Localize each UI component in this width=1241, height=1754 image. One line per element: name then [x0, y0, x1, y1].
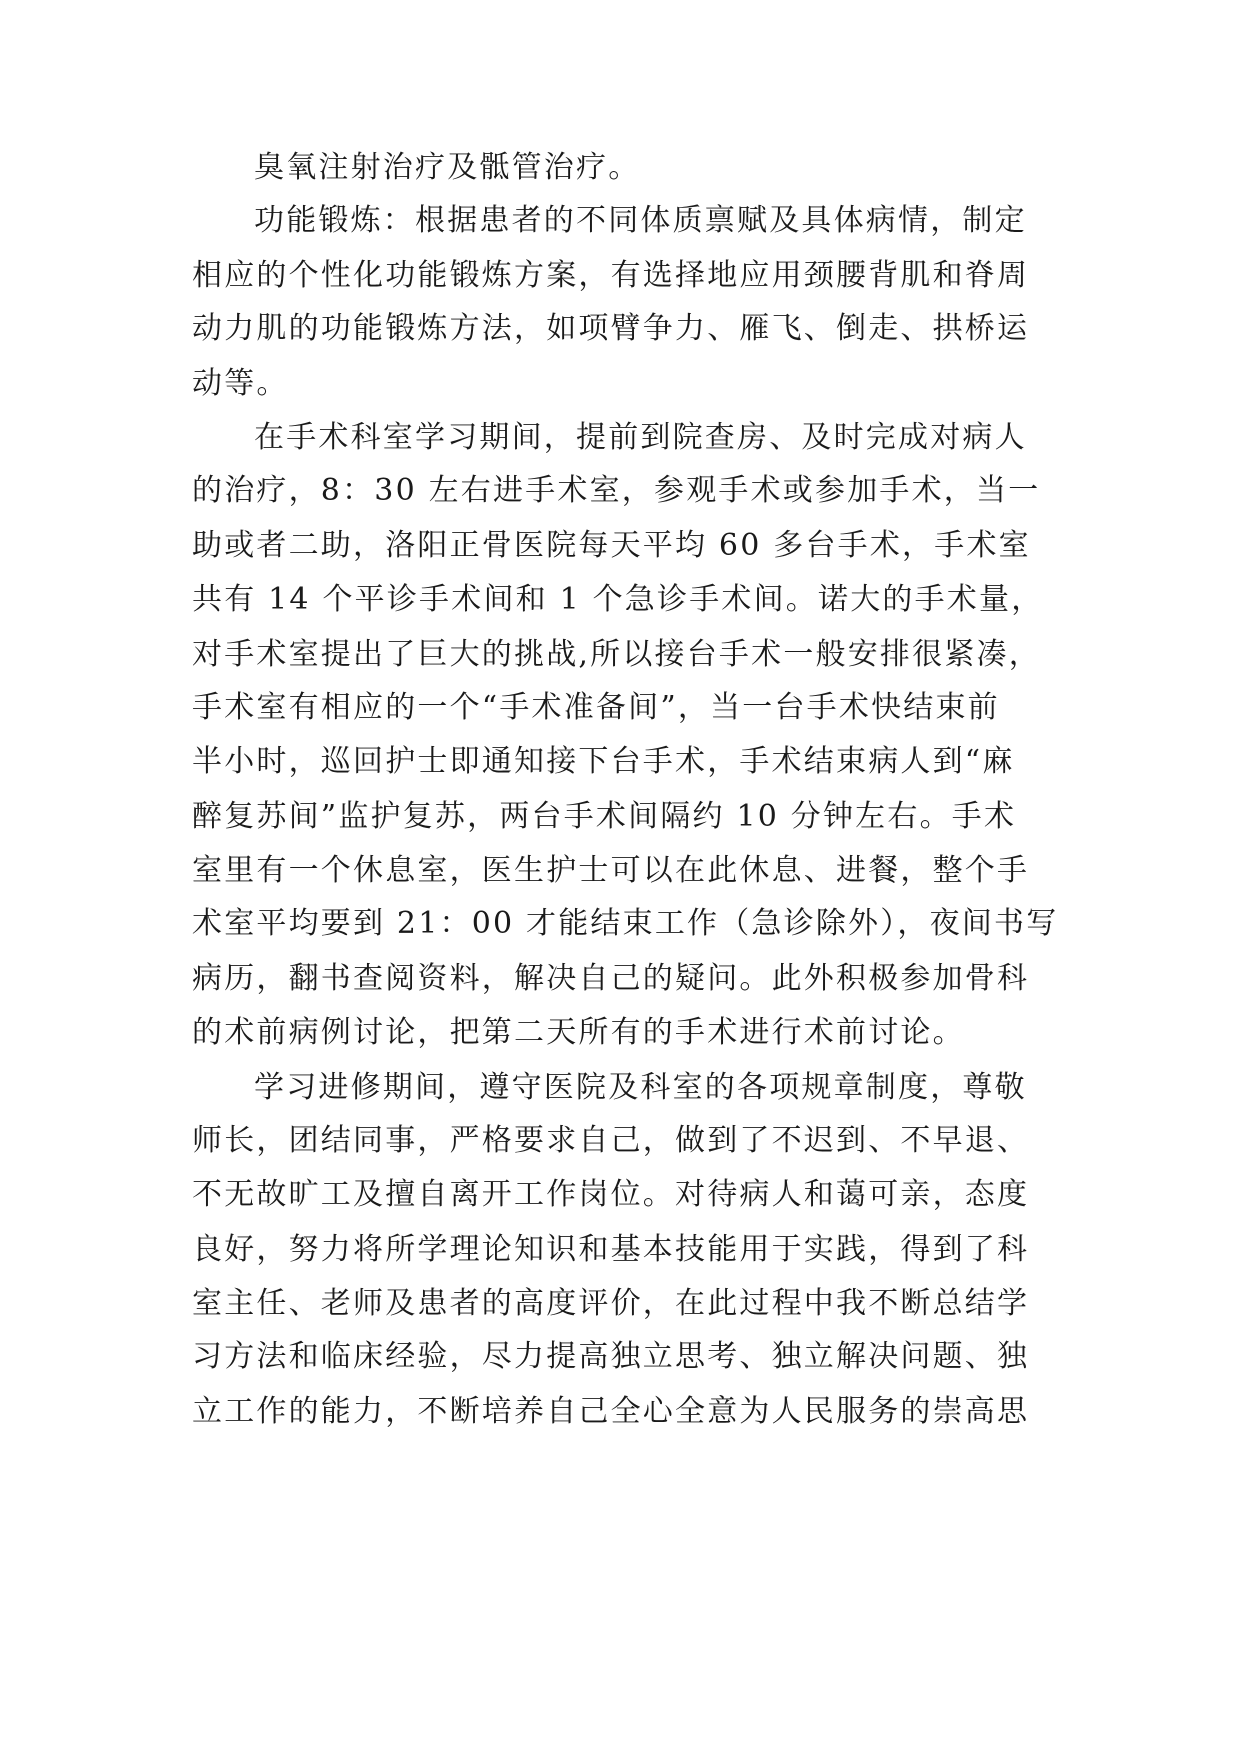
text-line: 功能锻炼：根据患者的不同体质禀赋及具体病情，制定 — [254, 203, 1027, 238]
text-line: 习方法和临床经验，尽力提高独立思考、独立解决问题、独 — [192, 1339, 1030, 1374]
text-line: 病历，翻书查阅资料，解决自己的疑问。此外积极参加骨科 — [192, 961, 1030, 996]
text-line: 学习进修期间，遵守医院及科室的各项规章制度，尊敬 — [254, 1070, 1027, 1105]
text-line: 动力肌的功能锻炼方法，如项臂争力、雁飞、倒走、拱桥运 — [192, 311, 1030, 346]
text-line: 室主任、老师及患者的高度评价，在此过程中我不断总结学 — [192, 1286, 1030, 1321]
text-line: 手术室有相应的一个“手术准备间”，当一台手术快结束前 — [192, 690, 1000, 725]
text-line: 的术前病例讨论，把第二天所有的手术进行术前讨论。 — [192, 1015, 965, 1050]
text-line: 术室平均要到 21：00 才能结束工作（急诊除外），夜间书写 — [192, 906, 1059, 941]
text-line: 的治疗，8：30 左右进手术室，参观手术或参加手术，当一 — [192, 473, 1041, 508]
text-line: 醉复苏间”监护复苏，两台手术间隔约 10 分钟左右。手术 — [192, 799, 1017, 834]
text-line: 师长，团结同事，严格要求自己，做到了不迟到、不早退、 — [192, 1123, 1030, 1158]
text-line: 臭氧注射治疗及骶管治疗。 — [254, 150, 641, 185]
text-line: 立工作的能力，不断培养自己全心全意为人民服务的崇高思 — [192, 1394, 1030, 1429]
text-line: 不无故旷工及擅自离开工作岗位。对待病人和蔼可亲，态度 — [192, 1177, 1030, 1212]
text-line: 良好，努力将所学理论知识和基本技能用于实践，得到了科 — [192, 1232, 1030, 1267]
text-line: 对手术室提出了巨大的挑战,所以接台手术一般安排很紧凑， — [192, 637, 1041, 672]
text-line: 在手术科室学习期间，提前到院查房、及时完成对病人 — [254, 420, 1027, 455]
text-line: 动等。 — [192, 366, 289, 401]
text-line: 相应的个性化功能锻炼方案，有选择地应用颈腰背肌和脊周 — [192, 258, 1030, 293]
text-line: 室里有一个休息室，医生护士可以在此休息、进餐，整个手 — [192, 853, 1030, 888]
text-line: 半小时，巡回护士即通知接下台手术，手术结束病人到“麻 — [192, 744, 1015, 779]
text-line: 助或者二助，洛阳正骨医院每天平均 60 多台手术，手术室 — [192, 528, 1031, 563]
text-line: 共有 14 个平诊手术间和 1 个急诊手术间。诺大的手术量， — [192, 582, 1044, 617]
